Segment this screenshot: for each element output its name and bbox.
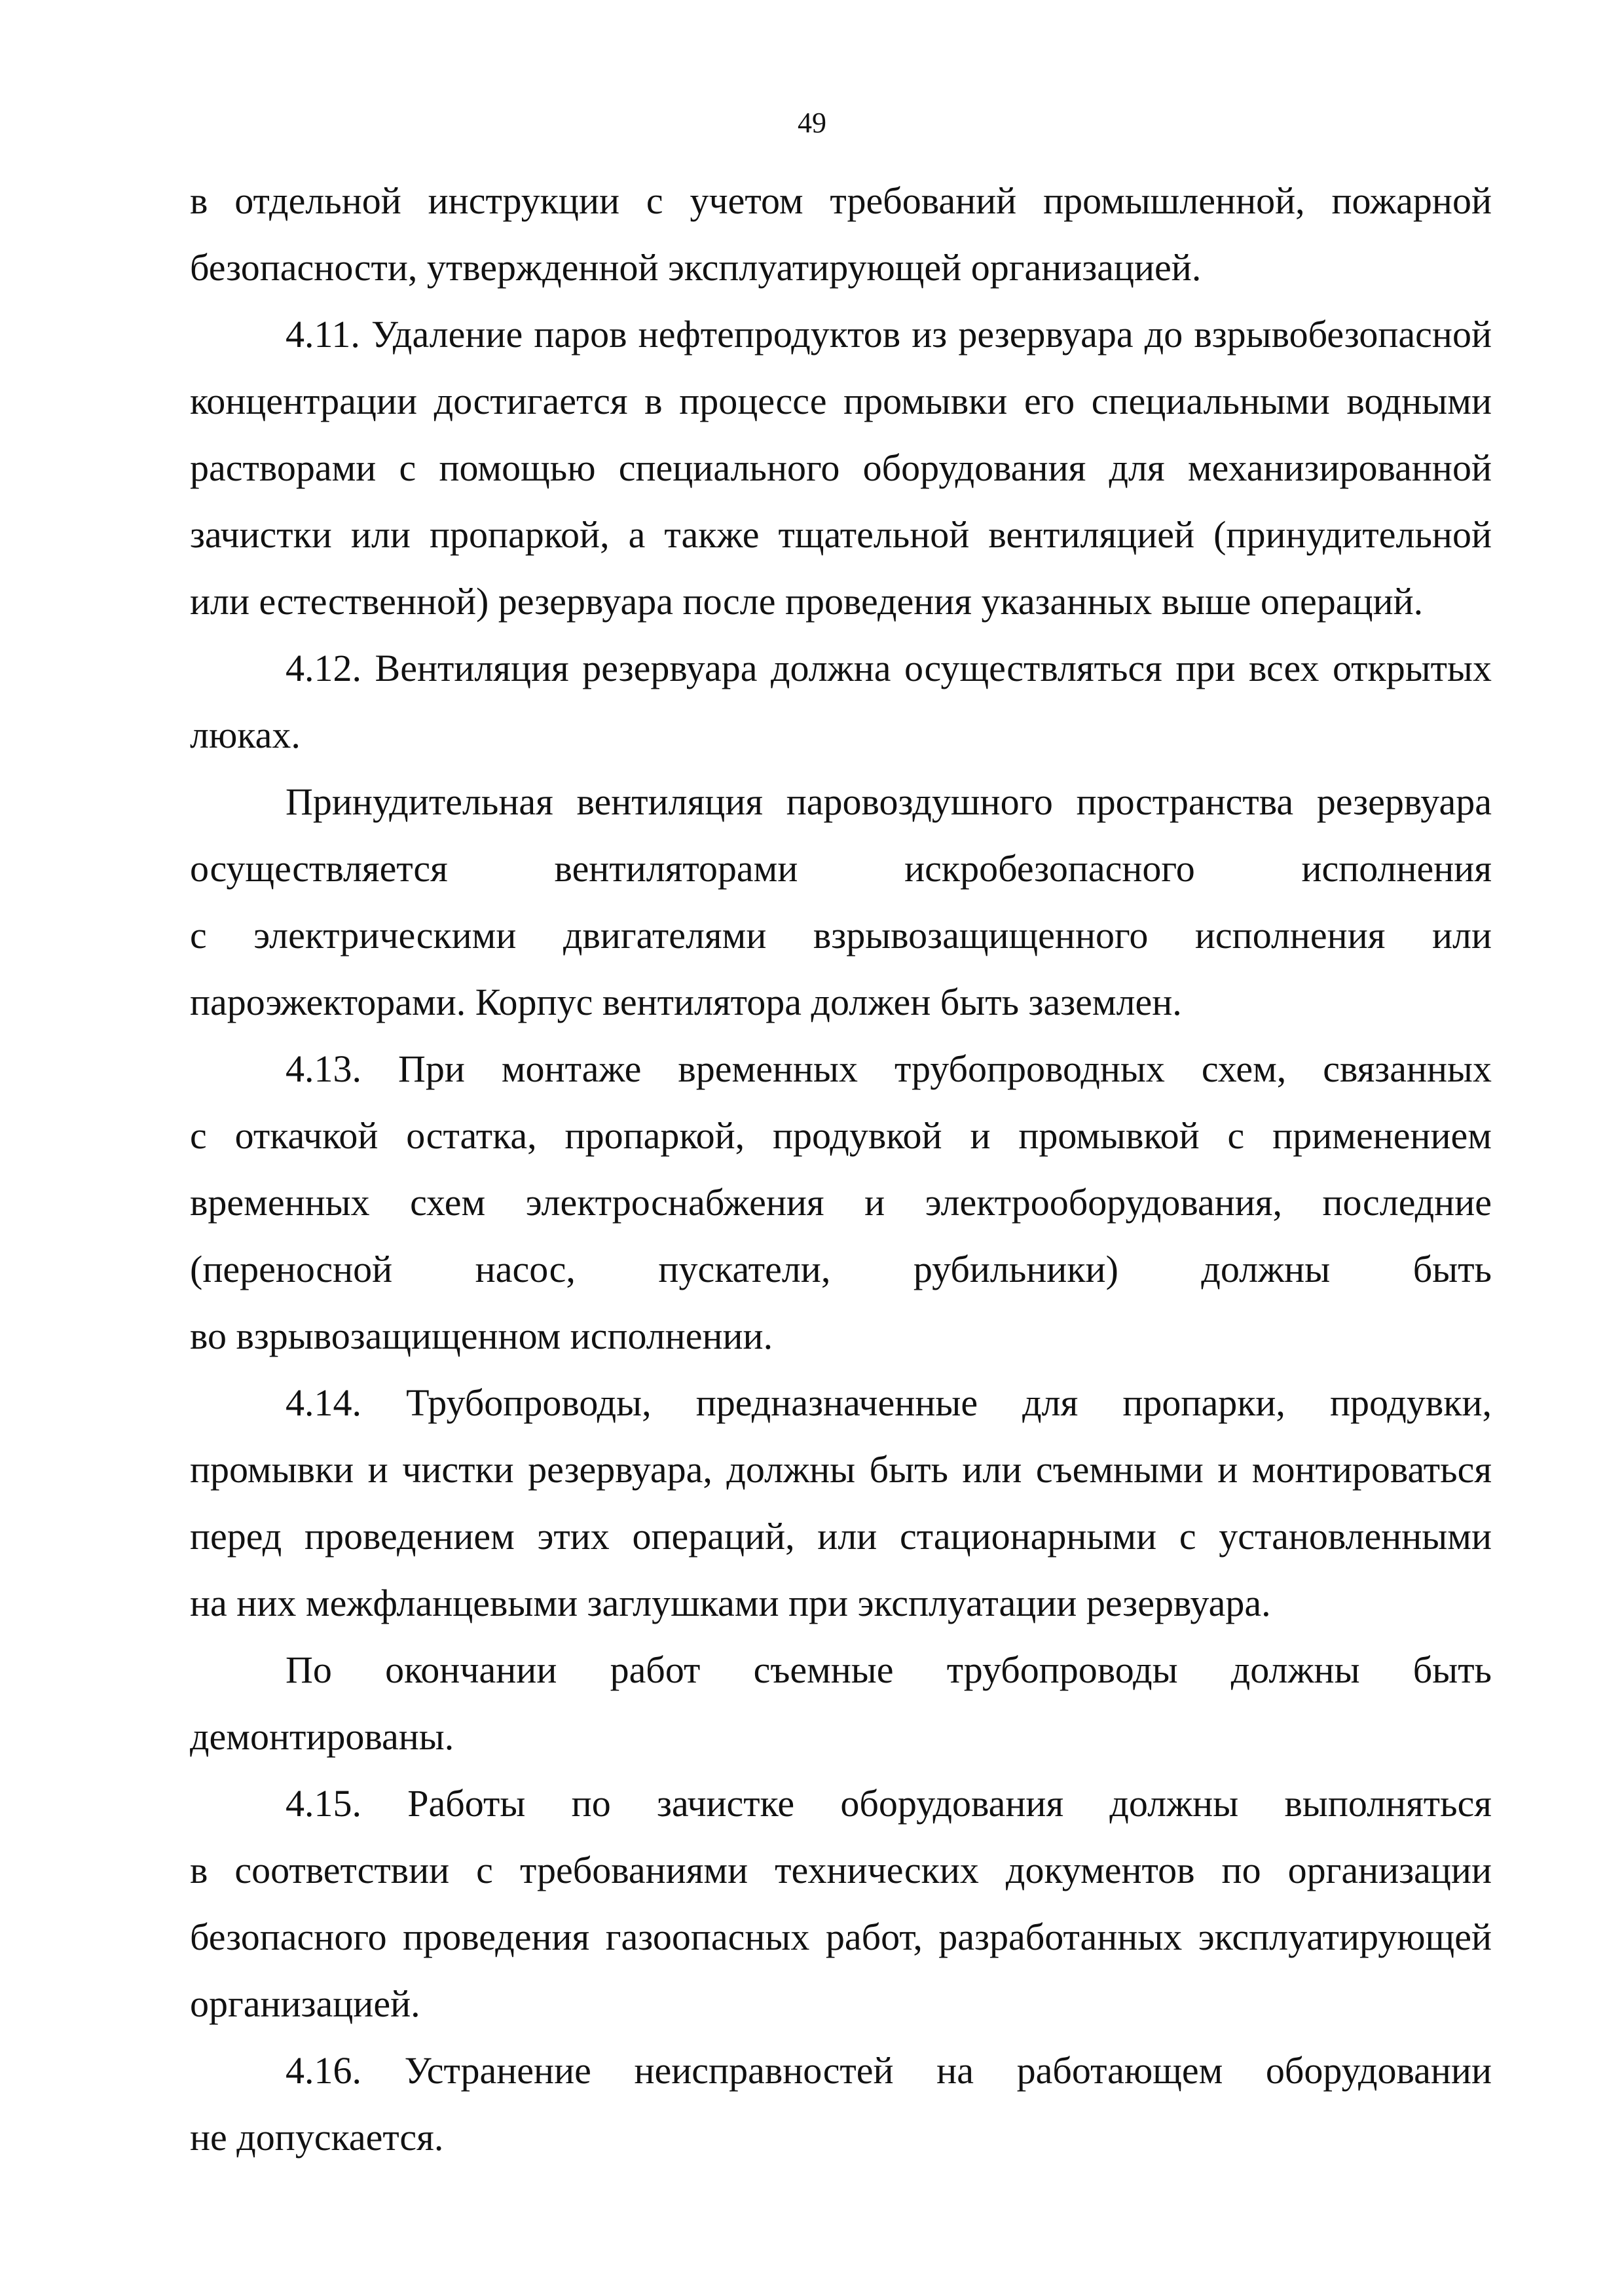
text-line: пароэжекторами. Корпус вентилятора должен быть заземлен. — [190, 981, 1182, 1023]
text-line: во взрывозащищенном исполнении. — [190, 1315, 773, 1357]
text-line: или естественной) резервуара после проведения указанных выше операций. — [190, 580, 1424, 623]
text-line: осуществляется вентиляторами искробезопасного исполнения — [190, 847, 1492, 890]
text-line: с электрическими двигателями взрывозащищенного исполнения или — [190, 914, 1492, 957]
text-line: концентрации достигается в процессе промывки его специальными водными — [190, 380, 1492, 422]
text-line: 4.14. Трубопроводы, предназначенные для пропарки, продувки, — [286, 1381, 1492, 1424]
text-line: 4.16. Устранение неисправностей на работающем оборудовании — [286, 2049, 1492, 2092]
text-line: в отдельной инструкции с учетом требований промышленной, пожарной — [190, 179, 1492, 222]
text-line: зачистки или пропаркой, а также тщательной вентиляцией (принудительной — [190, 513, 1492, 556]
text-line: (переносной насос, пускатели, рубильники) должны быть — [190, 1248, 1492, 1290]
text-line: Принудительная вентиляция паровоздушного пространства резервуара — [286, 780, 1492, 823]
text-line: на них межфланцевыми заглушками при эксплуатации резервуара. — [190, 1582, 1271, 1624]
text-line: 4.12. Вентиляция резервуара должна осуществляться при всех открытых — [286, 647, 1492, 689]
text-line: 4.11. Удаление паров нефтепродуктов из резервуара до взрывобезопасной — [286, 313, 1492, 355]
text-line: люках. — [190, 714, 301, 756]
text-line: По окончании работ съемные трубопроводы должны быть — [286, 1649, 1492, 1691]
page-number: 49 — [798, 107, 826, 139]
document-body — [190, 168, 1492, 2171]
text-line: перед проведением этих операций, или стационарными с установленными — [190, 1515, 1492, 1558]
text-line: с откачкой остатка, пропаркой, продувкой и промывкой с применением — [190, 1114, 1492, 1157]
text-line: организацией. — [190, 1982, 420, 2025]
text-line: безопасного проведения газоопасных работ, разработанных эксплуатирующей — [190, 1916, 1492, 1958]
text-line: промывки и чистки резервуара, должны быть или съемными и монтироваться — [190, 1448, 1492, 1491]
text-line: растворами с помощью специального оборудования для механизированной — [190, 446, 1492, 489]
text-line: демонтированы. — [190, 1715, 454, 1758]
text-line: в соответствии с требованиями технических документов по организации — [190, 1849, 1492, 1891]
text-line: безопасности, утвержденной эксплуатирующей организацией. — [190, 246, 1202, 289]
text-line: 4.15. Работы по зачистке оборудования должны выполняться — [286, 1782, 1492, 1825]
text-line: не допускается. — [190, 2116, 444, 2159]
text-line: временных схем электроснабжения и электрооборудования, последние — [190, 1181, 1492, 1224]
text-line: 4.13. При монтаже временных трубопроводных схем, связанных — [286, 1048, 1492, 1090]
